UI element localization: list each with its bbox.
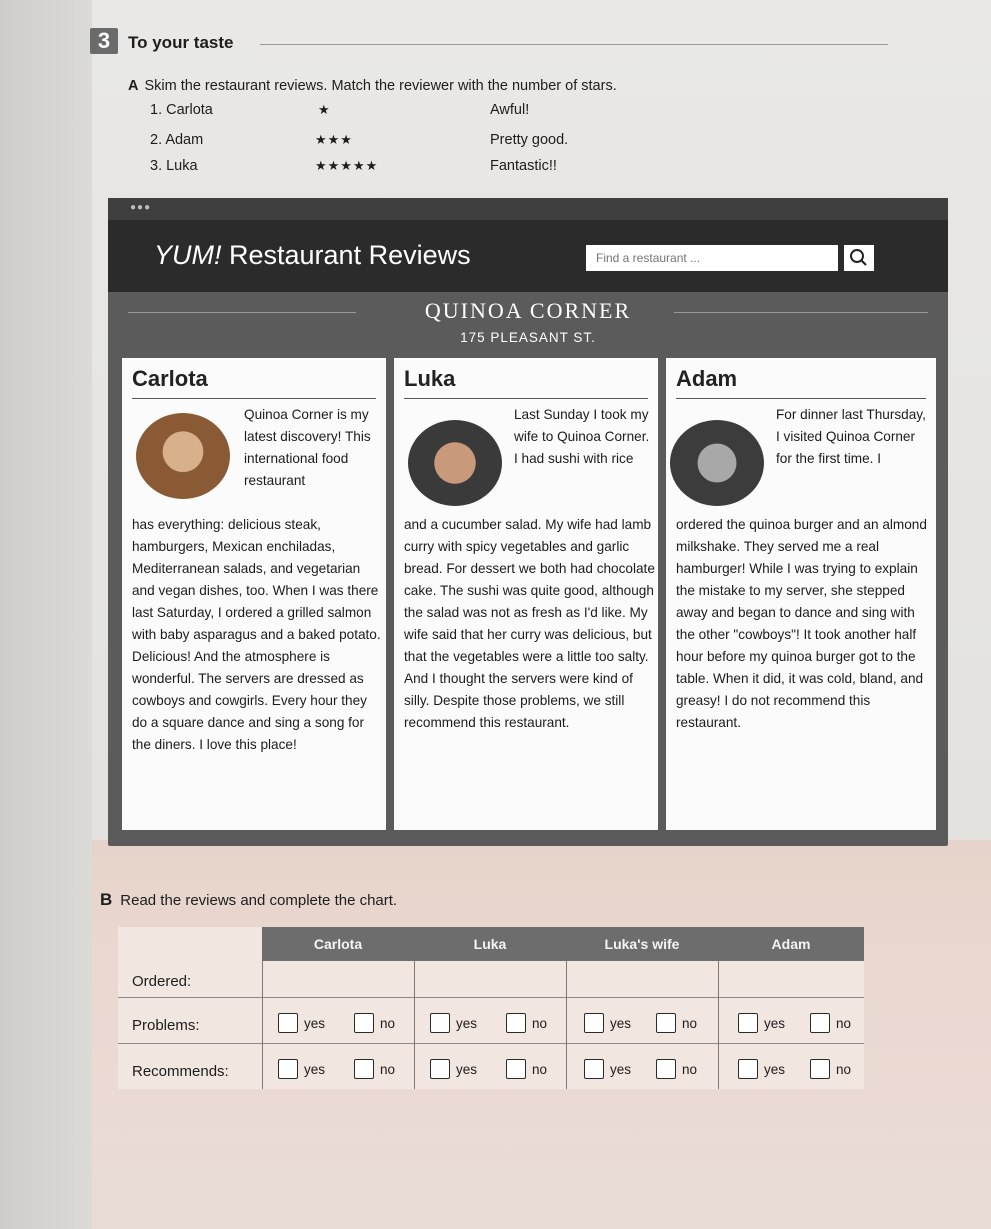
problems-no-carlota[interactable] xyxy=(354,1013,395,1033)
reviewer-name: Luka xyxy=(404,366,456,391)
recommends-no-lukas-wife[interactable] xyxy=(656,1059,697,1079)
recommends-no-luka[interactable] xyxy=(506,1059,547,1079)
match-rating: Fantastic!! xyxy=(490,158,557,174)
ordered-answer-adam[interactable] xyxy=(724,965,858,993)
checkbox[interactable] xyxy=(656,1013,676,1033)
checkbox[interactable] xyxy=(810,1059,830,1079)
no-label: no xyxy=(380,1015,396,1031)
task-b-text: Read the reviews and complete the chart. xyxy=(120,892,398,909)
review-card-carlota xyxy=(122,358,386,830)
browser-bar xyxy=(108,198,948,220)
review-text-body: has everything: delicious steak, hamburgers, Mexican enchiladas, Mediterranean salads, and vegetarian and vegan dishes, too. When I was there last Saturday, I ordered a grilled salmon with baby asparagus and a baked potato. Delicious! And the atmosphere is wonderful. The servers are dressed as cowboys and cowgirls. Every hour they do a square dance and sing a song for the diners. I love this place! xyxy=(132,517,381,752)
column-header-luka: Luka xyxy=(414,927,566,961)
match-rating: Pretty good. xyxy=(490,132,569,148)
checkbox[interactable] xyxy=(278,1013,298,1033)
star-icons: ★ xyxy=(318,102,331,117)
review-text-body: and a cucumber salad. My wife had lamb curry with spicy vegetables and garlic bread. For dessert we both had chocolate cake. The sushi was quite good, although the salad was not as fresh as I'd like. My wife said that her curry was delicious, but that the vegetables were a little too salty. And I thought the servers were kind of silly. Despite those problems, we still recommend this restaurant. xyxy=(404,517,655,730)
site-title-brand: YUM! xyxy=(154,240,222,270)
site-title xyxy=(154,240,471,271)
recommends-yes-adam[interactable] xyxy=(738,1059,785,1079)
problems-no-luka[interactable] xyxy=(506,1013,547,1033)
column-header-lukas-wife: Luka's wife xyxy=(566,927,718,961)
checkbox[interactable] xyxy=(278,1059,298,1079)
checkbox[interactable] xyxy=(738,1059,758,1079)
divider xyxy=(676,398,926,399)
row-label-ordered: Ordered: xyxy=(132,973,192,990)
problems-yes-carlota[interactable] xyxy=(278,1013,325,1033)
row-label-problems: Problems: xyxy=(132,1017,200,1034)
checkbox[interactable] xyxy=(506,1013,526,1033)
row-divider xyxy=(118,997,864,998)
problems-yes-luka[interactable] xyxy=(430,1013,477,1033)
recommends-yes-carlota[interactable] xyxy=(278,1059,325,1079)
checkbox[interactable] xyxy=(656,1059,676,1079)
yes-label: yes xyxy=(304,1061,326,1077)
avatar xyxy=(136,413,230,499)
search-input[interactable] xyxy=(586,245,838,271)
match-rating: Awful! xyxy=(490,102,530,118)
match-name: 3. Luka xyxy=(150,158,198,174)
review-website xyxy=(108,198,948,846)
no-label: no xyxy=(532,1061,548,1077)
task-a-text: Skim the restaurant reviews. Match the reviewer with the number of stars. xyxy=(144,78,617,94)
yes-label: yes xyxy=(610,1061,632,1077)
recommends-no-adam[interactable] xyxy=(810,1059,851,1079)
no-label: no xyxy=(380,1061,396,1077)
no-label: no xyxy=(682,1015,698,1031)
checkbox[interactable] xyxy=(584,1059,604,1079)
review-chart xyxy=(118,927,864,1089)
problems-no-adam[interactable] xyxy=(810,1013,851,1033)
star-icons: ★★★★★ xyxy=(315,158,379,173)
reviewer-name: Adam xyxy=(676,366,738,391)
checkbox[interactable] xyxy=(354,1059,374,1079)
checkbox[interactable] xyxy=(584,1013,604,1033)
site-title-text: Restaurant Reviews xyxy=(221,240,471,270)
yes-label: yes xyxy=(610,1015,632,1031)
yes-label: yes xyxy=(304,1015,326,1031)
yes-label: yes xyxy=(764,1015,786,1031)
restaurant-address: 175 PLEASANT ST. xyxy=(460,330,596,345)
review-text-intro: For dinner last Thursday, I visited Quinoa Corner for the first time. I xyxy=(776,407,926,466)
column-header-adam: Adam xyxy=(718,927,864,961)
section-title: To your taste xyxy=(128,33,234,52)
no-label: no xyxy=(682,1061,698,1077)
yes-label: yes xyxy=(456,1061,478,1077)
match-name: 1. Carlota xyxy=(150,102,213,118)
recommends-yes-luka[interactable] xyxy=(430,1059,477,1079)
checkbox[interactable] xyxy=(506,1059,526,1079)
review-text-body: ordered the quinoa burger and an almond milkshake. They served me a real hamburger! While I was trying to explain the mistake to my server, she stepped away and began to dance and sing with the other "cowboys"! It took another half hour before my quinoa burger got to the table. When it did, it was cold, bland, and greasy! I do not recommend this restaurant. xyxy=(676,517,927,730)
problems-yes-lukas-wife[interactable] xyxy=(584,1013,631,1033)
divider xyxy=(132,398,376,399)
section-number: 3 xyxy=(90,28,118,54)
task-b-letter: B xyxy=(100,890,113,909)
reviewer-name: Carlota xyxy=(132,366,208,391)
restaurant-name: QUINOA CORNER xyxy=(424,298,632,323)
window-dots-icon: ●●● xyxy=(130,202,152,213)
column-divider xyxy=(566,961,567,1089)
review-card-luka xyxy=(394,358,658,830)
search-icon[interactable] xyxy=(844,245,874,271)
row-label-recommends: Recommends: xyxy=(132,1063,229,1080)
checkbox[interactable] xyxy=(354,1013,374,1033)
page-margin xyxy=(0,0,92,1229)
match-name: 2. Adam xyxy=(150,132,204,148)
checkbox[interactable] xyxy=(810,1013,830,1033)
checkbox[interactable] xyxy=(738,1013,758,1033)
divider xyxy=(404,398,648,399)
review-text-intro: Last Sunday I took my wife to Quinoa Corner. I had sushi with rice xyxy=(514,407,650,466)
column-divider xyxy=(262,961,263,1089)
section-rule xyxy=(260,44,888,45)
star-icons: ★★★ xyxy=(315,132,353,147)
problems-no-lukas-wife[interactable] xyxy=(656,1013,697,1033)
column-divider xyxy=(718,961,719,1089)
yes-label: yes xyxy=(764,1061,786,1077)
avatar xyxy=(408,420,502,506)
no-label: no xyxy=(836,1015,852,1031)
recommends-yes-lukas-wife[interactable] xyxy=(584,1059,631,1079)
review-text-intro: Quinoa Corner is my latest discovery! This international food restaurant xyxy=(244,407,371,488)
recommends-no-carlota[interactable] xyxy=(354,1059,395,1079)
problems-yes-adam[interactable] xyxy=(738,1013,785,1033)
column-divider xyxy=(414,961,415,1089)
ordered-answer-luka[interactable] xyxy=(420,965,560,993)
column-header-carlota: Carlota xyxy=(262,927,414,961)
task-a-letter: A xyxy=(128,78,139,94)
review-card-adam xyxy=(666,358,936,830)
avatar xyxy=(670,420,764,506)
task-a-instruction xyxy=(128,78,617,94)
task-b-instruction xyxy=(100,890,397,910)
checkbox[interactable] xyxy=(430,1059,450,1079)
yes-label: yes xyxy=(456,1015,478,1031)
restaurant-banner xyxy=(128,292,928,354)
checkbox[interactable] xyxy=(430,1013,450,1033)
row-divider xyxy=(118,1043,864,1044)
ordered-answer-lukas-wife[interactable] xyxy=(572,965,712,993)
ordered-answer-carlota[interactable] xyxy=(268,965,408,993)
no-label: no xyxy=(836,1061,852,1077)
no-label: no xyxy=(532,1015,548,1031)
site-header xyxy=(108,220,948,292)
